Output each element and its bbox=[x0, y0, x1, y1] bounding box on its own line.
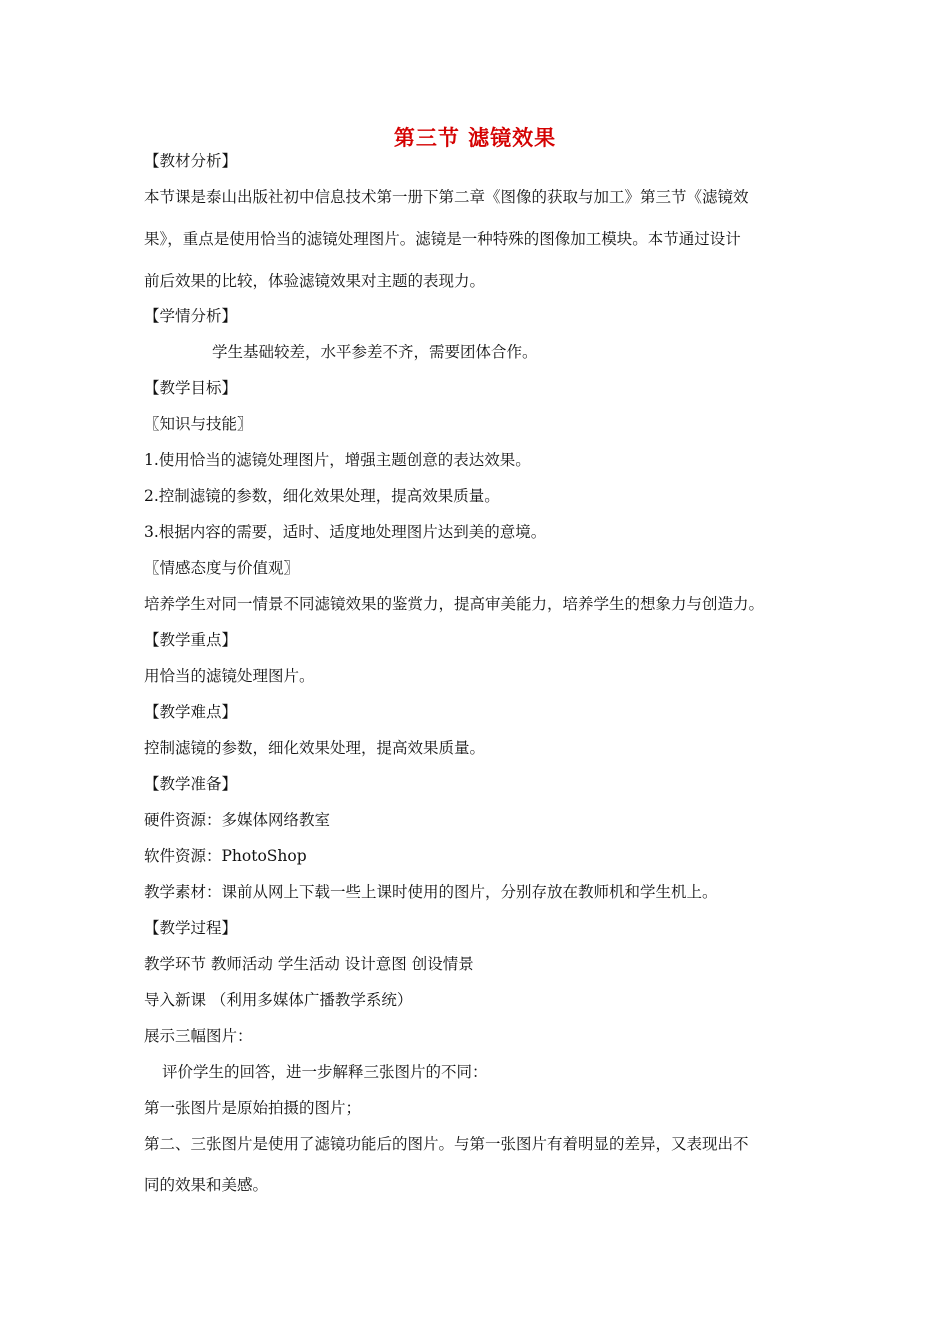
paragraph-line: 前后效果的比较，体验滤镜效果对主题的表现力。 bbox=[144, 272, 486, 290]
section-heading-key-points: 【教学重点】 bbox=[144, 631, 238, 649]
paragraph-line: 第二、三张图片是使用了滤镜功能后的图片。与第一张图片有着明显的差异，又表现出不 bbox=[144, 1135, 749, 1153]
paragraph-line: 评价学生的回答，进一步解释三张图片的不同： bbox=[162, 1063, 488, 1081]
paragraph-line: 果》，重点是使用恰当的滤镜处理图片。滤镜是一种特殊的图像加工模块。本节通过设计 bbox=[144, 230, 741, 248]
section-heading-student-analysis: 【学情分析】 bbox=[144, 307, 238, 325]
paragraph-line: 用恰当的滤镜处理图片。 bbox=[144, 667, 315, 685]
list-item: 1.使用恰当的滤镜处理图片，增强主题创意的表达效果。 bbox=[144, 451, 531, 469]
paragraph-line: 同的效果和美感。 bbox=[144, 1176, 269, 1194]
paragraph-line: 本节课是泰山出版社初中信息技术第一册下第二章《图像的获取与加工》第三节《滤镜效 bbox=[144, 188, 749, 206]
paragraph-line: 导入新课 （利用多媒体广播教学系统） bbox=[144, 991, 413, 1009]
paragraph-line: 展示三幅图片： bbox=[144, 1027, 253, 1045]
paragraph-line: 教学素材：课前从网上下载一些上课时使用的图片，分别存放在教师机和学生机上。 bbox=[144, 883, 718, 901]
paragraph-line: 学生基础较差，水平参差不齐，需要团体合作。 bbox=[212, 343, 538, 361]
section-heading-textbook-analysis: 【教材分析】 bbox=[144, 152, 238, 170]
list-item: 2.控制滤镜的参数，细化效果处理，提高效果质量。 bbox=[144, 487, 500, 505]
subheading-knowledge-skills: 〖知识与技能〗 bbox=[144, 415, 253, 433]
section-heading-process: 【教学过程】 bbox=[144, 919, 238, 937]
section-heading-preparation: 【教学准备】 bbox=[144, 775, 238, 793]
list-item: 3.根据内容的需要，适时、适度地处理图片达到美的意境。 bbox=[144, 523, 547, 541]
section-heading-teaching-goals: 【教学目标】 bbox=[144, 379, 238, 397]
paragraph-line: 硬件资源：多媒体网络教室 bbox=[144, 811, 331, 829]
paragraph-line: 控制滤镜的参数，细化效果处理，提高效果质量。 bbox=[144, 739, 486, 757]
paragraph-line: 软件资源：PhotoShop bbox=[144, 847, 307, 865]
section-heading-difficulties: 【教学难点】 bbox=[144, 703, 238, 721]
paragraph-line: 第一张图片是原始拍摄的图片； bbox=[144, 1099, 362, 1117]
subheading-attitude-values: 〖情感态度与价值观〗 bbox=[144, 559, 300, 577]
page-title: 第三节 滤镜效果 bbox=[393, 125, 557, 150]
paragraph-line: 培养学生对同一情景不同滤镜效果的鉴赏力，提高审美能力，培养学生的想象力与创造力。 bbox=[144, 595, 765, 613]
paragraph-line: 教学环节 教师活动 学生活动 设计意图 创设情景 bbox=[144, 955, 474, 973]
